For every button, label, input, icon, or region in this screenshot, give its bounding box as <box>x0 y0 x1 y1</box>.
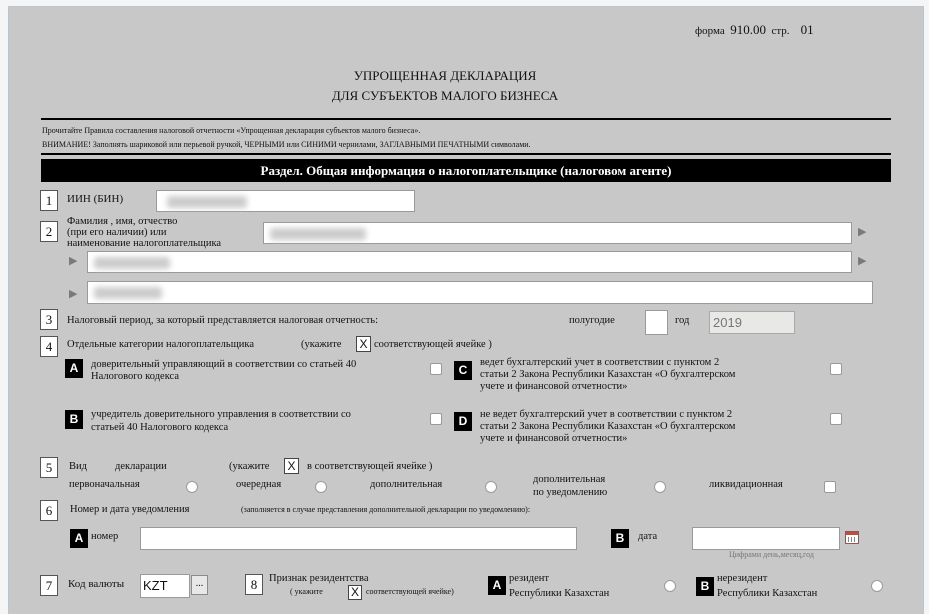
field-7-number: 7 <box>40 575 58 596</box>
year-input[interactable]: 2019 <box>709 311 795 334</box>
category-d-line1: не ведет бухгалтерский учет в соответствии с пунктом 2 <box>480 409 733 420</box>
field-4-number: 4 <box>40 336 58 357</box>
divider-top <box>41 118 891 120</box>
name-input-line2[interactable] <box>87 251 852 273</box>
page-title-line1: УПРОЩЕННАЯ ДЕКЛАРАЦИЯ <box>353 68 537 83</box>
play-icon: ▶ <box>858 225 867 238</box>
residency-hint-start: ( укажите <box>290 587 323 596</box>
half-year-label: полугодие <box>569 315 615 326</box>
residency-hint-end: соответствующей ячейке) <box>366 587 454 596</box>
currency-label: Код валюты <box>68 578 125 590</box>
residency-label: Признак резидентства <box>269 573 369 584</box>
category-c-line2: статьи 2 Закона Республики Казахстан «О бухгалтерском <box>480 369 736 380</box>
type-regular-radio[interactable] <box>315 481 327 493</box>
divider-bottom <box>41 153 891 155</box>
type-additional-notice-line2: по уведомлению <box>533 487 608 498</box>
x-mark-example: X <box>348 585 362 600</box>
declaration-type-hint-end: в соответствующей ячейке ) <box>307 461 433 472</box>
notice-number-input[interactable] <box>140 527 577 550</box>
resident-line1: резидент <box>509 573 550 584</box>
type-additional-radio[interactable] <box>485 481 497 493</box>
name-label-line2: (при его наличии) или <box>67 227 167 238</box>
year-label: год <box>675 315 690 326</box>
currency-browse-button[interactable]: ... <box>191 575 208 595</box>
category-a-line1: доверительный управляющий в соответствии со статьей 40 <box>91 359 357 370</box>
category-a-letter: A <box>65 359 83 378</box>
page-label: стр. <box>771 25 790 37</box>
iin-redacted-value <box>167 196 247 208</box>
instructions-line2: ВНИМАНИЕ! Заполнять шариковой или перьевой ручкой, ЧЕРНЫМИ или СИНИМИ чернилами, ЗАГЛАВНЫМИ ПЕЧАТНЫМИ символами. <box>42 140 531 149</box>
notice-number-label: номер <box>91 531 119 542</box>
category-b-line2: статьей 40 Налогового кодекса <box>91 422 229 433</box>
page-title-line2: ДЛЯ СУБЪЕКТОВ МАЛОГО БИЗНЕСА <box>331 88 559 103</box>
category-c-letter: C <box>454 361 472 380</box>
field-3-number: 3 <box>40 309 58 330</box>
x-mark-example: X <box>284 458 299 474</box>
resident-letter: A <box>488 576 506 595</box>
nonresident-line2: Республики Казахстан <box>717 588 818 599</box>
play-icon: ▶ <box>69 254 78 267</box>
form-code <box>695 24 814 37</box>
instructions-line1: Прочитайте Правила составления налоговой отчетности «Упрощенная декларация субъектов малого бизнеса». <box>42 126 421 135</box>
name-redacted-value-2 <box>94 257 170 269</box>
type-additional-notice-radio[interactable] <box>654 481 666 493</box>
field-6-number: 6 <box>40 500 58 521</box>
name-label-line3: наименование налогоплательщика <box>67 238 222 249</box>
category-d-checkbox[interactable] <box>830 413 842 425</box>
notice-hint: (заполняется в случае представления дополнительной декларации по уведомлению): <box>241 505 531 514</box>
nonresident-line1: нерезидент <box>717 573 768 584</box>
declaration-type-label-a: Вид <box>69 461 87 472</box>
nonresident-letter: B <box>696 577 714 596</box>
category-b-line1: учредитель доверительного управления в соответствии со <box>91 409 351 420</box>
half-year-input[interactable] <box>645 310 668 335</box>
type-regular-label: очередная <box>236 479 282 490</box>
page-number: 01 <box>800 22 814 37</box>
type-initial-radio[interactable] <box>186 481 198 493</box>
calendar-icon[interactable] <box>845 531 859 544</box>
category-b-letter: B <box>65 410 83 429</box>
currency-input[interactable]: KZT <box>140 574 190 598</box>
field-8-number: 8 <box>245 574 263 595</box>
category-d-line2: статьи 2 Закона Республики Казахстан «О бухгалтерском <box>480 421 736 432</box>
nonresident-radio[interactable] <box>871 580 883 592</box>
name-label-line1: Фамилия , имя, отчество <box>67 216 178 227</box>
category-d-letter: D <box>454 412 472 431</box>
play-icon: ▶ <box>858 254 867 267</box>
type-initial-label: первоначальная <box>69 479 140 490</box>
x-mark-example: X <box>356 336 371 352</box>
play-icon: ▶ <box>69 287 78 300</box>
category-d-line3: учете и финансовой отчетности» <box>480 433 628 444</box>
field-2-number: 2 <box>40 221 58 242</box>
field-5-number: 5 <box>40 457 58 478</box>
name-input-line3[interactable] <box>87 281 873 304</box>
field-1-number: 1 <box>40 190 58 211</box>
form-label: форма <box>695 25 725 37</box>
notice-date-label: дата <box>638 531 658 542</box>
resident-line2: Республики Казахстан <box>509 588 610 599</box>
name-redacted-value-3 <box>94 287 162 299</box>
category-c-checkbox[interactable] <box>830 363 842 375</box>
form-number: 910.00 <box>730 22 766 37</box>
category-a-line2: Налогового кодекса <box>91 371 179 382</box>
iin-label: ИИН (БИН) <box>67 193 124 205</box>
category-b-checkbox[interactable] <box>430 413 442 425</box>
categories-hint-end: соответствующей ячейке ) <box>374 339 492 350</box>
categories-label: Отдельные категории налогоплательщика <box>67 339 255 350</box>
section-title: Раздел. Общая информация о налогоплательщике (налоговом агенте) <box>41 159 891 182</box>
iin-input[interactable] <box>156 190 415 212</box>
category-c-line3: учете и финансовой отчетности» <box>480 381 628 392</box>
category-a-checkbox[interactable] <box>430 363 442 375</box>
type-liquidation-label: ликвидационная <box>709 479 783 490</box>
type-liquidation-checkbox[interactable] <box>824 481 836 493</box>
type-additional-notice-line1: дополнительная <box>533 474 606 485</box>
categories-hint-start: (укажите <box>301 339 342 350</box>
notice-date-letter: B <box>611 529 629 548</box>
name-input-line1[interactable] <box>263 222 852 244</box>
type-additional-label: дополнительная <box>370 479 443 490</box>
declaration-type-label-b: декларации <box>115 461 167 472</box>
category-c-line1: ведет бухгалтерский учет в соответствии с пунктом 2 <box>480 357 720 368</box>
tax-period-label: Налоговый период, за который представляется налоговая отчетность: <box>67 315 378 326</box>
declaration-type-hint-start: (укажите <box>229 461 270 472</box>
notice-date-input[interactable] <box>692 527 840 550</box>
notice-label: Номер и дата уведомления <box>70 504 190 515</box>
notice-number-letter: A <box>70 529 88 548</box>
name-redacted-value-1 <box>270 228 366 240</box>
notice-date-hint: Цифрами день,месяц,год <box>729 550 814 559</box>
resident-radio[interactable] <box>664 580 676 592</box>
declaration-form-sheet <box>8 6 924 614</box>
